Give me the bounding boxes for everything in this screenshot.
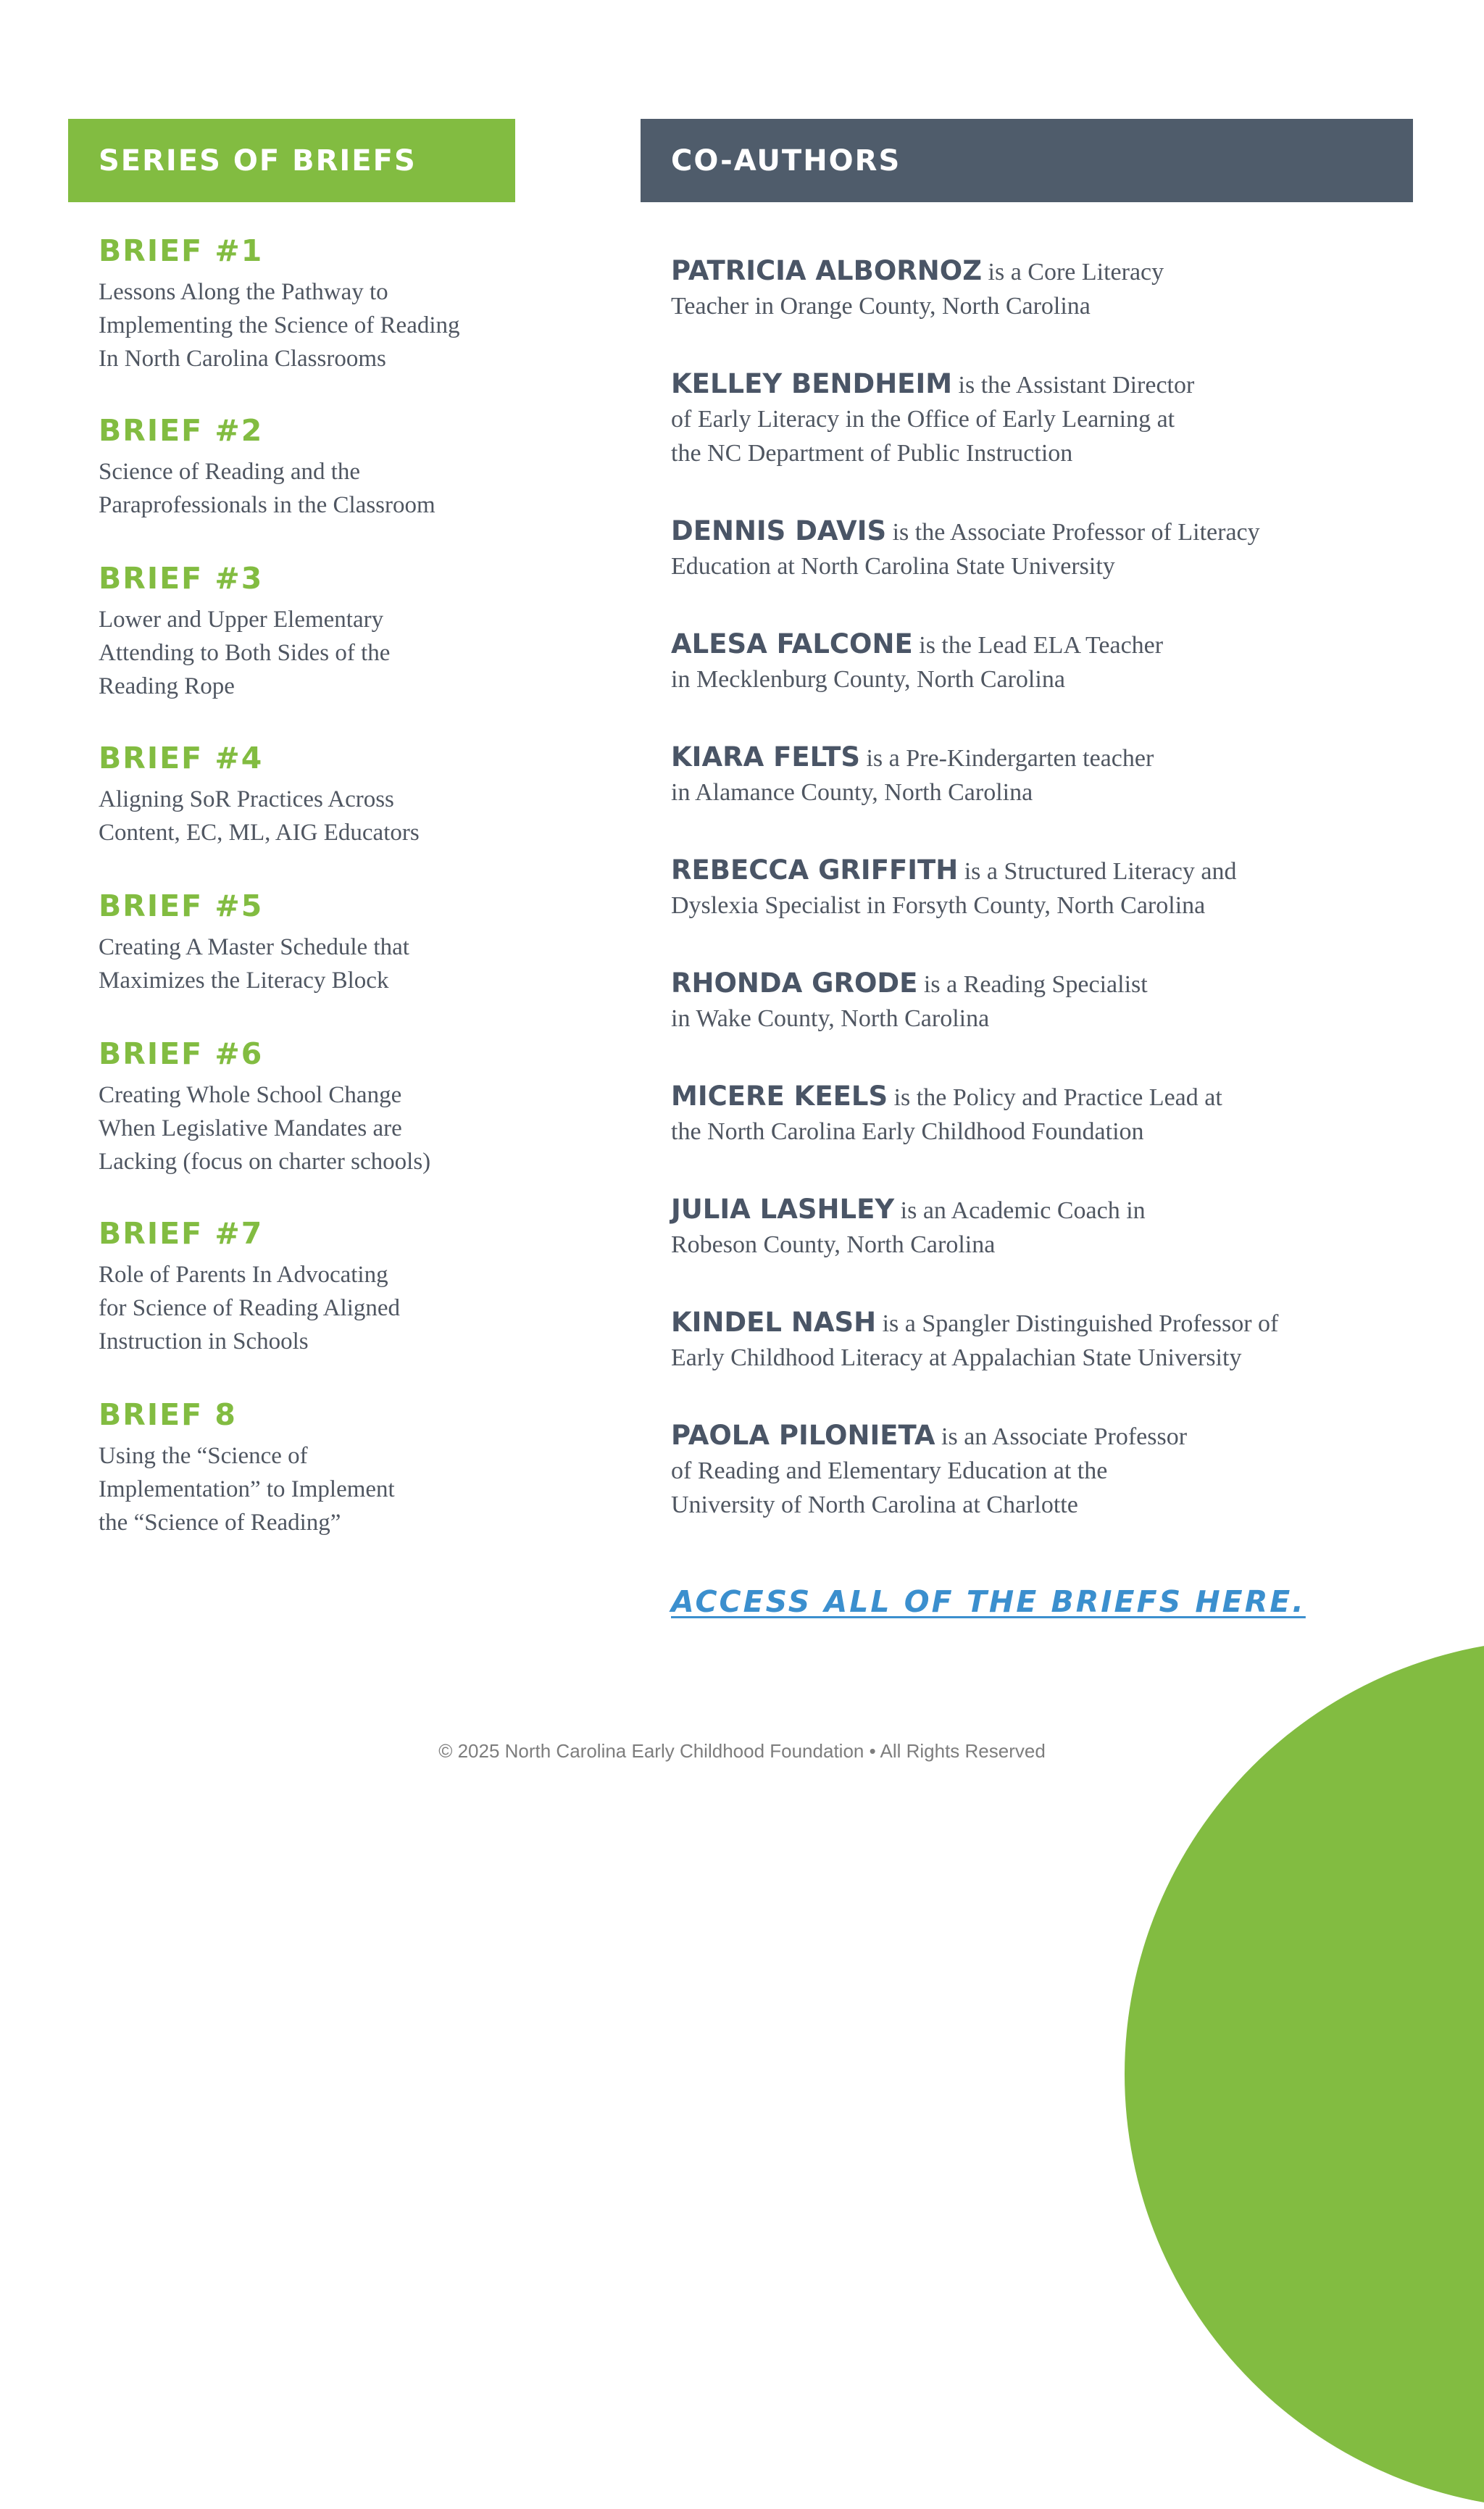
brief-item <box>99 410 533 522</box>
access-briefs-link[interactable]: ACCESS ALL OF THE BRIEFS HERE. <box>671 1584 1306 1619</box>
author-description: is a Reading Specialist in Wake County, North Carolina <box>671 971 1148 1032</box>
brief-description: Creating A Master Schedule that Maximizes the Literacy Block <box>99 934 409 994</box>
brief-title: BRIEF #2 <box>99 413 264 448</box>
author-entry <box>671 1192 1396 1262</box>
decorative-green-circle <box>1125 1639 1484 2509</box>
author-description: is a Core Literacy Teacher in Orange County, North Carolina <box>671 259 1164 320</box>
brief-title: BRIEF #7 <box>99 1216 264 1251</box>
author-name: RHONDA GRODE <box>671 968 918 999</box>
author-entry <box>671 627 1396 696</box>
brief-description: Using the “Science of Implementation” to Implement the “Science of Reading” <box>99 1443 395 1536</box>
brief-title: BRIEF #5 <box>99 889 264 923</box>
brief-item <box>99 738 533 849</box>
brief-title: BRIEF 8 <box>99 1397 237 1432</box>
author-name: REBECCA GRIFFITH <box>671 854 959 886</box>
author-name: KELLEY BENDHEIM <box>671 368 953 399</box>
author-description: is an Associate Professor of Reading and Elementary Education at the University of North Carolina at Charlotte <box>671 1423 1188 1518</box>
brief-description: Lower and Upper Elementary Attending to Both Sides of the Reading Rope <box>99 607 391 699</box>
author-name: ALESA FALCONE <box>671 628 913 660</box>
co-authors-header <box>641 119 1413 202</box>
brief-title: BRIEF #1 <box>99 233 264 268</box>
author-name: DENNIS DAVIS <box>671 515 887 546</box>
brief-description: Creating Whole School Change When Legislative Mandates are Lacking (focus on charter schools) <box>99 1082 431 1175</box>
author-description: is the Policy and Practice Lead at the North Carolina Early Childhood Foundation <box>671 1084 1222 1145</box>
brief-description: Role of Parents In Advocating for Science of Reading Aligned Instruction in Schools <box>99 1262 401 1355</box>
author-entry <box>671 1079 1396 1149</box>
author-entry <box>671 367 1396 470</box>
author-entry <box>671 740 1396 810</box>
brief-title: BRIEF #6 <box>99 1036 264 1071</box>
author-description: is a Spangler Distinguished Professor of Early Childhood Literacy at Appalachian State University <box>671 1310 1279 1371</box>
brief-item <box>99 1213 533 1358</box>
brief-item <box>99 1033 533 1178</box>
co-authors-list <box>671 254 1396 1565</box>
brief-title: BRIEF #3 <box>99 561 264 596</box>
author-entry <box>671 1305 1396 1375</box>
author-description: is a Pre-Kindergarten teacher in Alamance County, North Carolina <box>671 745 1154 806</box>
brief-description: Lessons Along the Pathway to Implementing the Science of Reading In North Carolina Classrooms <box>99 279 460 372</box>
briefs-list <box>99 230 533 1536</box>
author-name: JULIA LASHLEY <box>671 1194 895 1225</box>
coauthors-heading: CO-AUTHORS <box>671 143 901 178</box>
series-of-briefs-header <box>68 119 515 202</box>
brief-item <box>99 1394 533 1539</box>
author-entry <box>671 514 1396 583</box>
author-description: is a Structured Literacy and Dyslexia Specialist in Forsyth County, North Carolina <box>671 858 1237 919</box>
brief-title: BRIEF #4 <box>99 741 264 775</box>
copyright-footer: © 2025 North Carolina Early Childhood Foundation • All Rights Reserved <box>438 1740 1046 1762</box>
author-name: PATRICIA ALBORNOZ <box>671 255 983 286</box>
brief-item <box>99 558 533 703</box>
author-name: MICERE KEELS <box>671 1081 888 1112</box>
author-name: KIARA FELTS <box>671 741 860 773</box>
author-entry <box>671 966 1396 1036</box>
author-entry <box>671 254 1396 323</box>
series-heading: SERIES OF BRIEFS <box>99 143 417 178</box>
author-name: PAOLA PILONIETA <box>671 1420 935 1451</box>
author-description: is the Lead ELA Teacher in Mecklenburg County, North Carolina <box>671 632 1164 693</box>
author-entry <box>671 1418 1396 1522</box>
author-entry <box>671 853 1396 923</box>
author-name: KINDEL NASH <box>671 1307 877 1338</box>
author-description: is the Associate Professor of Literacy Education at North Carolina State University <box>671 519 1260 580</box>
author-description: is an Academic Coach in Robeson County, North Carolina <box>671 1197 1146 1258</box>
brief-item <box>99 886 533 997</box>
brief-item <box>99 230 533 375</box>
brief-description: Science of Reading and the Paraprofessionals in the Classroom <box>99 459 435 518</box>
author-description: is the Assistant Director of Early Literacy in the Office of Early Learning at the NC Department of Public Instruction <box>671 372 1195 467</box>
brief-description: Aligning SoR Practices Across Content, EC, ML, AIG Educators <box>99 786 420 846</box>
